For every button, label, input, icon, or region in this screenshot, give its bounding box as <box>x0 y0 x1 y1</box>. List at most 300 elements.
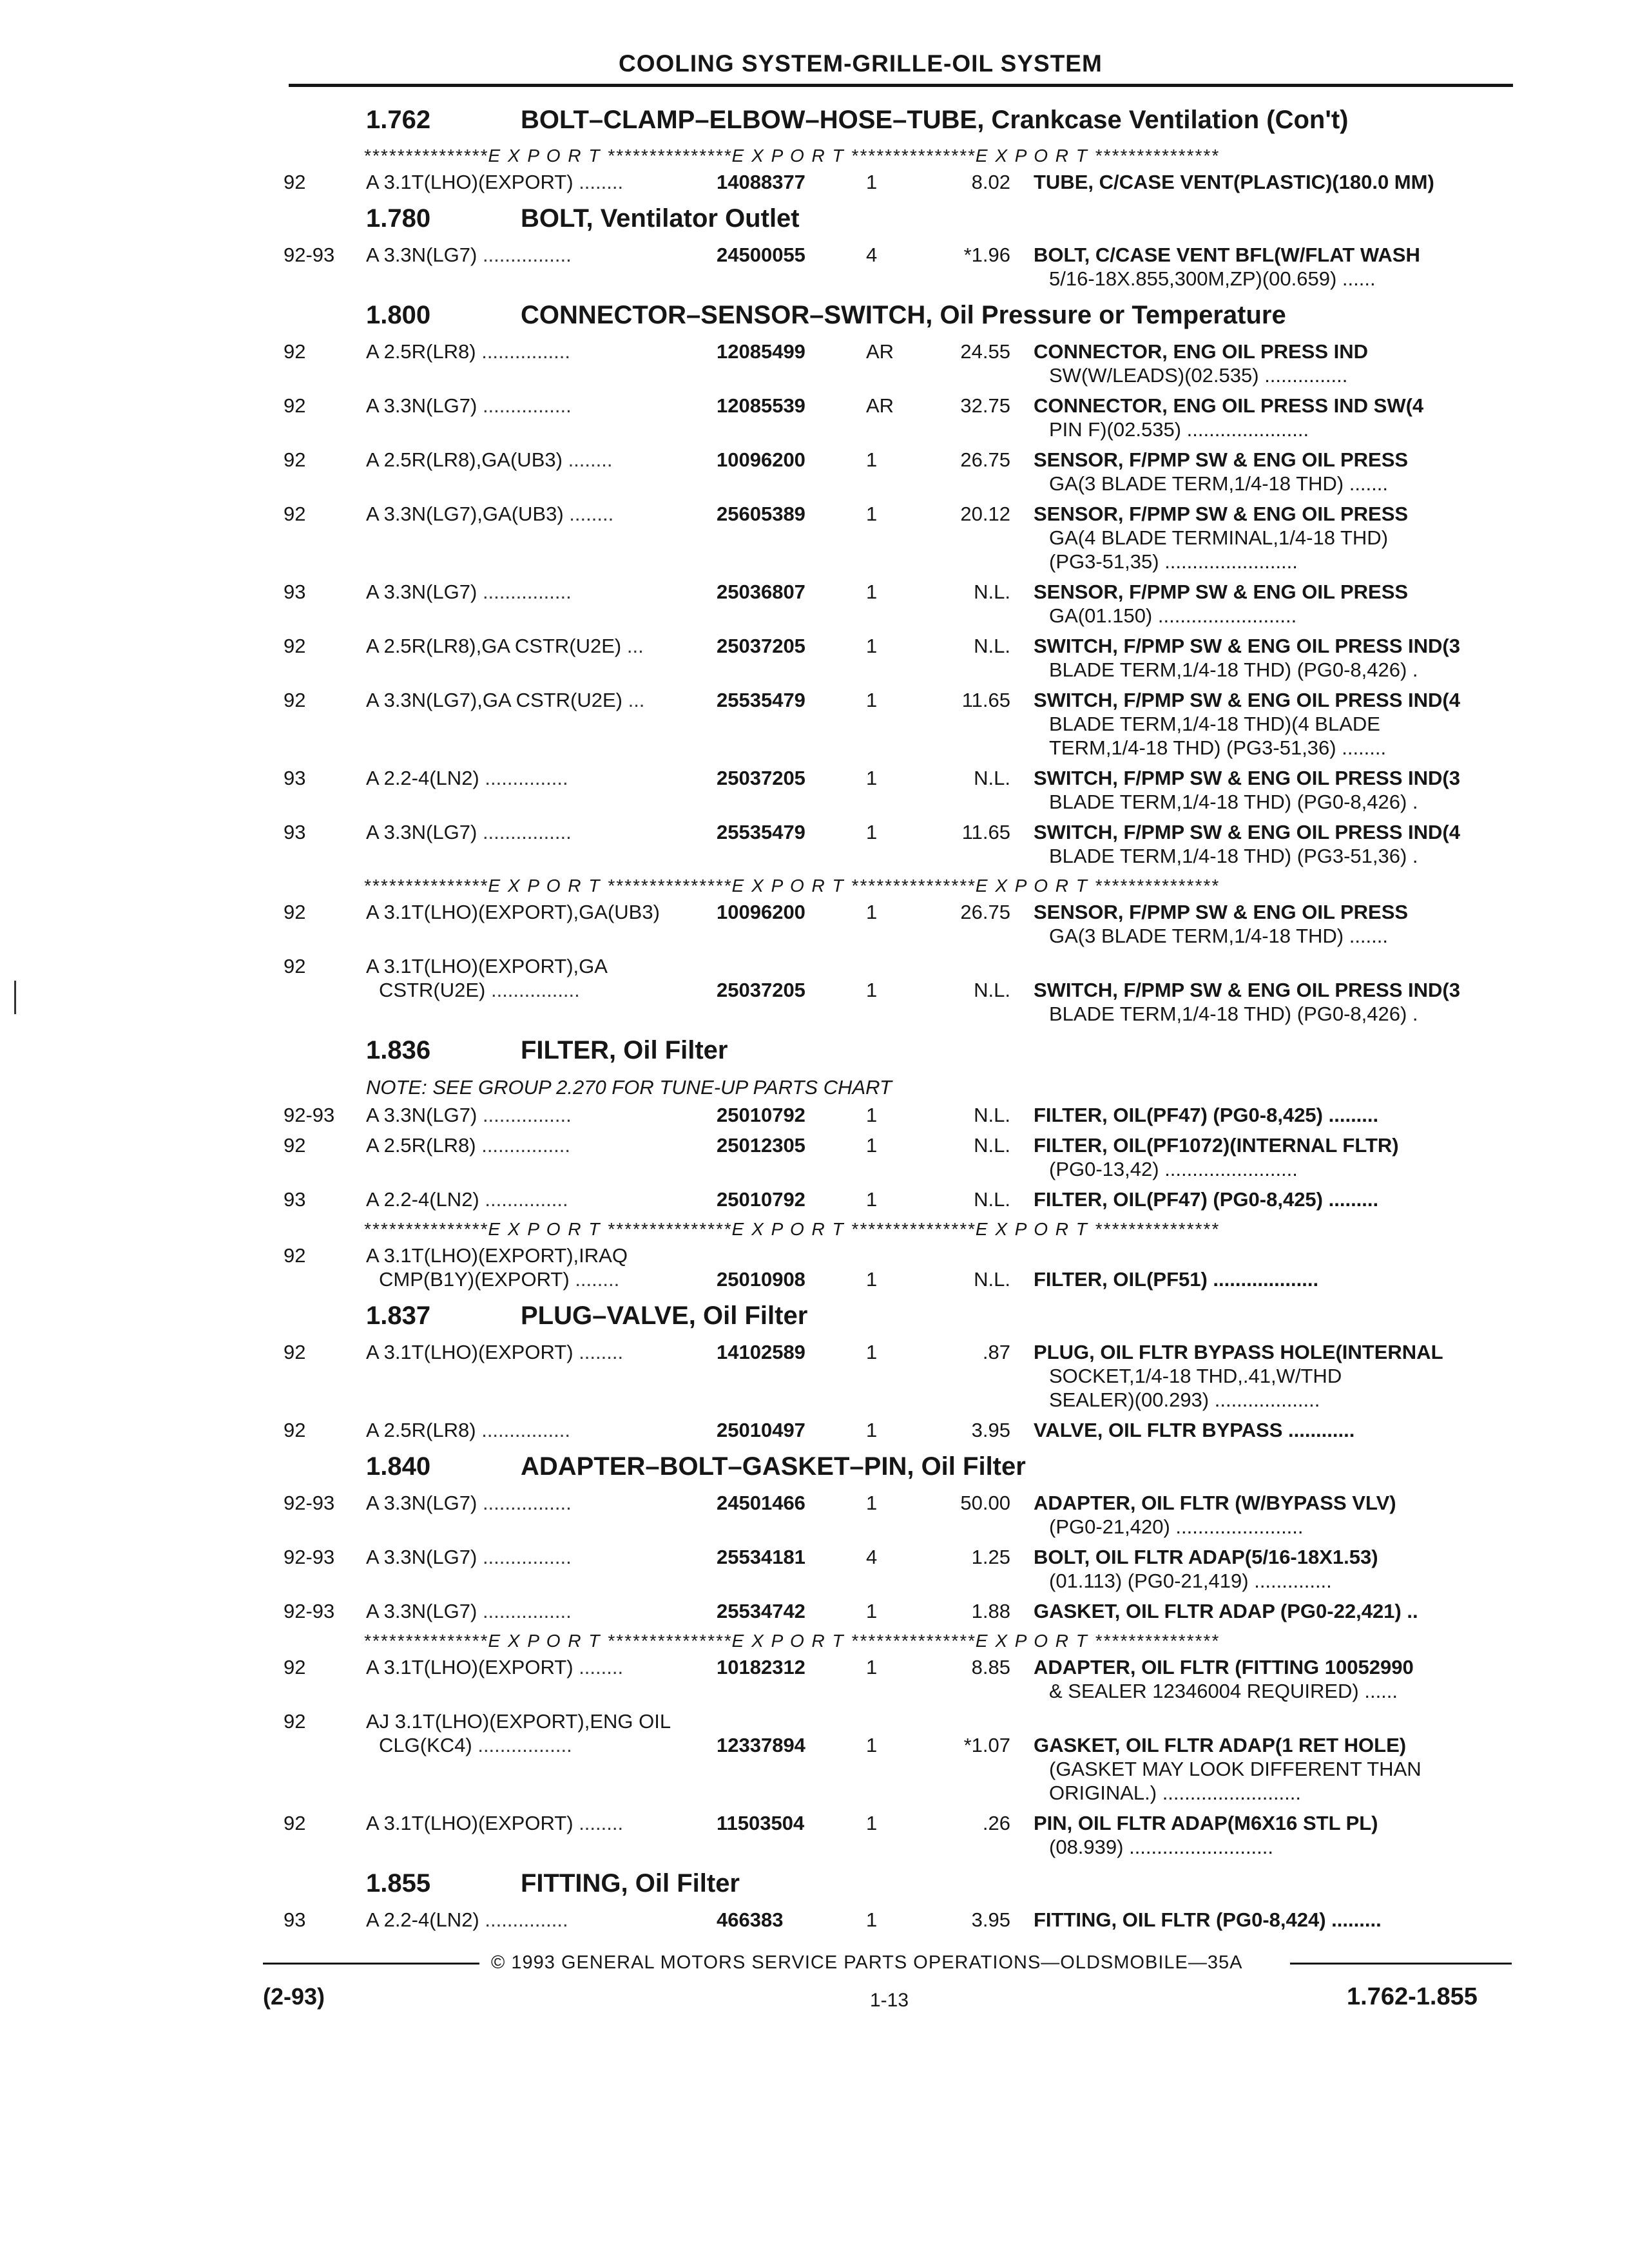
application <box>366 502 613 526</box>
description-line: BLADE TERM,1/4-18 THD) (PG3-51,36) . <box>1049 845 1418 867</box>
leader-dots: ... <box>626 635 644 657</box>
description <box>1034 1187 1504 1211</box>
row-gap <box>0 194 1629 200</box>
description <box>1034 243 1504 291</box>
note-text: NOTE: SEE GROUP 2.270 FOR TUNE-UP PARTS CHART <box>366 1076 892 1099</box>
row-gap <box>0 1539 1629 1545</box>
application-text: A 3.3N(LG7) <box>366 821 477 843</box>
description-line: ADAPTER, OIL FLTR (W/BYPASS VLV) <box>1034 1492 1396 1514</box>
part-row <box>0 954 1629 1026</box>
model-year: 92 <box>284 955 306 977</box>
application-text: A 3.3N(LG7) <box>366 1104 477 1126</box>
price: N.L. <box>974 1188 1010 1211</box>
part-row <box>0 1545 1629 1593</box>
application-text: A 2.5R(LR8) <box>366 1419 476 1441</box>
part-number: 12085499 <box>717 340 805 363</box>
application-text: A 2.5R(LR8) <box>366 1134 476 1157</box>
price: *1.96 <box>963 244 1010 266</box>
description-line: SENSOR, F/PMP SW & ENG OIL PRESS <box>1034 448 1409 471</box>
description <box>1034 1599 1504 1623</box>
part-row <box>0 1655 1629 1703</box>
application <box>366 1491 572 1515</box>
section-title: FITTING, Oil Filter <box>521 1869 740 1898</box>
leader-dots: ................. <box>477 1734 572 1756</box>
application <box>366 900 660 924</box>
description-line: SEALER)(00.293) ................... <box>1049 1389 1320 1411</box>
model-year: 92 <box>284 1710 306 1733</box>
description-line: BLADE TERM,1/4-18 THD) (PG0-8,426) . <box>1049 791 1418 813</box>
leader-dots: ................ <box>482 394 572 417</box>
row-gap <box>0 1127 1629 1133</box>
application-text: A 2.5R(LR8),GA CSTR(U2E) <box>366 635 622 657</box>
page-title: COOLING SYSTEM-GRILLE-OIL SYSTEM <box>619 50 1103 77</box>
price: 50.00 <box>960 1492 1010 1514</box>
part-number: 24500055 <box>717 244 805 266</box>
description <box>1034 340 1504 387</box>
part-row <box>0 502 1629 573</box>
section-number: 1.762 <box>366 106 431 134</box>
application-text: A 3.3N(LG7) <box>366 581 477 603</box>
model-year: 92 <box>284 503 306 525</box>
row-gap <box>0 760 1629 766</box>
application <box>366 1133 570 1157</box>
part-number: 25010792 <box>717 1104 805 1126</box>
model-year: 92 <box>284 689 306 711</box>
application-line: A 3.1T(LHO)(EXPORT),GA <box>366 955 608 977</box>
application <box>366 1599 572 1623</box>
application-text: A 3.1T(LHO)(EXPORT) <box>366 1656 574 1678</box>
model-year: 92-93 <box>284 1492 335 1514</box>
price: 32.75 <box>960 394 1010 417</box>
price: N.L. <box>974 979 1010 1001</box>
model-year: 92 <box>284 448 306 471</box>
footer-rule-right <box>1290 1963 1512 1965</box>
model-year: 92-93 <box>284 244 335 266</box>
description-line: BOLT, OIL FLTR ADAP(5/16-18X1.53) <box>1034 1546 1378 1568</box>
row-gap <box>0 387 1629 394</box>
description-line: BLADE TERM,1/4-18 THD)(4 BLADE <box>1049 713 1380 735</box>
description-line: SOCKET,1/4-18 THD,.41,W/THD <box>1049 1365 1342 1387</box>
application-text: A 3.1T(LHO)(EXPORT) <box>366 171 574 193</box>
leader-dots: ........ <box>575 1268 620 1291</box>
price: N.L. <box>974 635 1010 657</box>
application-line: AJ 3.1T(LHO)(EXPORT),ENG OIL <box>366 1710 671 1733</box>
row-gap <box>0 1593 1629 1599</box>
part-number: 25010908 <box>717 1268 805 1291</box>
quantity: 4 <box>866 244 878 266</box>
quantity: 4 <box>866 1546 878 1568</box>
description <box>1034 1103 1504 1127</box>
leader-dots: ................ <box>481 340 571 363</box>
row-gap <box>0 495 1629 502</box>
price: N.L. <box>974 1134 1010 1157</box>
leader-dots: ................ <box>490 979 580 1001</box>
application <box>366 1908 568 1932</box>
description <box>1034 1655 1504 1703</box>
description-line: CONNECTOR, ENG OIL PRESS IND <box>1034 340 1369 363</box>
description-line: FILTER, OIL(PF47) (PG0-8,425) ......... <box>1034 1188 1379 1211</box>
application-text: A 3.3N(LG7) <box>366 244 477 266</box>
application <box>366 634 644 658</box>
row-gap <box>0 1859 1629 1865</box>
quantity: 1 <box>866 1656 878 1678</box>
export-separator <box>0 1629 1629 1655</box>
part-number: 25605389 <box>717 503 805 525</box>
description <box>1034 394 1504 441</box>
section-header <box>0 102 1629 144</box>
section-number: 1.836 <box>366 1036 431 1064</box>
price: 24.55 <box>960 340 1010 363</box>
description-line: SWITCH, F/PMP SW & ENG OIL PRESS IND(3 <box>1034 979 1460 1001</box>
part-number: 10182312 <box>717 1656 805 1678</box>
application-line <box>366 978 608 1002</box>
description-line: GA(4 BLADE TERMINAL,1/4-18 THD) <box>1049 526 1389 549</box>
application-cont: CMP(B1Y)(EXPORT) <box>379 1268 570 1291</box>
model-year: 92 <box>284 340 306 363</box>
export-separator <box>0 874 1629 900</box>
application <box>366 820 572 844</box>
part-number: 10096200 <box>717 901 805 923</box>
application-text: A 3.3N(LG7) <box>366 394 477 417</box>
part-row <box>0 1811 1629 1859</box>
part-row <box>0 688 1629 760</box>
leader-dots: ........ <box>579 171 624 193</box>
part-row <box>0 1133 1629 1181</box>
export-separator-text: ***************E X P O R T ***************E X P O R T ***************E X P O R T *************** <box>363 876 1220 896</box>
row-gap <box>0 682 1629 688</box>
part-number: 466383 <box>717 1908 784 1931</box>
leader-dots: ................ <box>482 244 572 266</box>
part-row <box>0 634 1629 682</box>
part-number: 24501466 <box>717 1492 805 1514</box>
application <box>366 688 644 712</box>
part-number: 25037205 <box>717 635 805 657</box>
model-year: 92 <box>284 1812 306 1834</box>
description <box>1034 1133 1504 1181</box>
description-line: SENSOR, F/PMP SW & ENG OIL PRESS <box>1034 503 1409 525</box>
row-gap <box>0 1412 1629 1418</box>
description-line: GA(3 BLADE TERM,1/4-18 THD) ....... <box>1049 472 1389 495</box>
part-row <box>0 1103 1629 1127</box>
quantity: 1 <box>866 503 878 525</box>
part-row <box>0 1187 1629 1211</box>
model-year: 92 <box>284 394 306 417</box>
description <box>1034 1418 1504 1442</box>
part-number: 25010497 <box>717 1419 805 1441</box>
application <box>366 340 570 363</box>
model-year: 92 <box>284 1341 306 1363</box>
leader-dots: ................ <box>482 821 572 843</box>
application <box>366 1244 628 1291</box>
part-number: 25534181 <box>717 1546 805 1568</box>
leader-dots: ........ <box>579 1812 624 1834</box>
model-year: 92 <box>284 901 306 923</box>
price: .87 <box>982 1341 1010 1363</box>
export-separator <box>0 144 1629 170</box>
quantity: 1 <box>866 1812 878 1834</box>
row-gap <box>0 1211 1629 1218</box>
quantity: 1 <box>866 1188 878 1211</box>
description <box>1034 900 1504 948</box>
description <box>1034 170 1504 194</box>
footer-date: (2-93) <box>263 1983 325 2010</box>
model-year: 93 <box>284 821 306 843</box>
leader-dots: ................ <box>482 1104 572 1126</box>
price: .26 <box>982 1812 1010 1834</box>
application <box>366 1545 572 1569</box>
leader-dots: ........ <box>569 503 614 525</box>
quantity: AR <box>866 394 894 417</box>
part-row <box>0 1709 1629 1805</box>
row-gap <box>0 441 1629 448</box>
leader-dots: ................ <box>482 1492 572 1514</box>
description <box>1034 688 1504 760</box>
description-line: SW(W/LEADS)(02.535) ............... <box>1049 364 1348 387</box>
price: N.L. <box>974 1268 1010 1291</box>
leader-dots: ............... <box>485 767 568 789</box>
export-separator-text: ***************E X P O R T ***************E X P O R T ***************E X P O R T *************** <box>363 1219 1220 1239</box>
quantity: 1 <box>866 1600 878 1622</box>
quantity: AR <box>866 340 894 363</box>
application <box>366 170 623 194</box>
description-line: FITTING, OIL FLTR (PG0-8,424) ......... <box>1034 1908 1382 1931</box>
description-line: (PG0-21,420) ....................... <box>1049 1515 1304 1538</box>
application-text: A 3.3N(LG7),GA CSTR(U2E) <box>366 689 622 711</box>
price: 26.75 <box>960 901 1010 923</box>
description-line: TERM,1/4-18 THD) (PG3-51,36) ........ <box>1049 736 1387 759</box>
description <box>1034 1545 1504 1593</box>
description-line: BLADE TERM,1/4-18 THD) (PG0-8,426) . <box>1049 1003 1418 1025</box>
description-line: BLADE TERM,1/4-18 THD) (PG0-8,426) . <box>1049 658 1418 681</box>
leader-dots: ............... <box>485 1188 568 1211</box>
model-year: 92 <box>284 1419 306 1441</box>
quantity: 1 <box>866 1734 878 1756</box>
leader-dots: ... <box>628 689 645 711</box>
part-number: 25534742 <box>717 1600 805 1622</box>
section-number: 1.780 <box>366 204 431 233</box>
section-number: 1.837 <box>366 1302 431 1330</box>
description <box>1034 1244 1504 1291</box>
leader-dots: ................ <box>481 1134 571 1157</box>
application-line <box>366 1733 671 1757</box>
page-number: 1-13 <box>870 1990 909 2011</box>
application <box>366 1187 568 1211</box>
application-text: A 3.1T(LHO)(EXPORT) <box>366 1812 574 1834</box>
description <box>1034 820 1504 868</box>
description-line: GASKET, OIL FLTR ADAP (PG0-22,421) .. <box>1034 1600 1418 1622</box>
description-line: SWITCH, F/PMP SW & ENG OIL PRESS IND(4 <box>1034 689 1460 711</box>
quantity: 1 <box>866 581 878 603</box>
description-line: FILTER, OIL(PF1072)(INTERNAL FLTR) <box>1034 1134 1399 1157</box>
description-line: ADAPTER, OIL FLTR (FITTING 10052990 <box>1034 1656 1414 1678</box>
price: 26.75 <box>960 448 1010 471</box>
description-line: GA(3 BLADE TERM,1/4-18 THD) ....... <box>1049 925 1389 947</box>
application <box>366 1709 671 1757</box>
model-year: 92 <box>284 171 306 193</box>
model-year: 93 <box>284 1908 306 1931</box>
section-title: BOLT, Ventilator Outlet <box>521 204 800 233</box>
leader-dots: ............... <box>485 1908 568 1931</box>
part-row <box>0 1418 1629 1442</box>
row-gap <box>0 868 1629 874</box>
section-title: ADAPTER–BOLT–GASKET–PIN, Oil Filter <box>521 1452 1026 1481</box>
description <box>1034 448 1504 495</box>
application <box>366 766 568 790</box>
export-separator <box>0 1218 1629 1244</box>
application-cont: CLG(KC4) <box>379 1734 472 1756</box>
row-gap <box>0 1805 1629 1811</box>
part-number: 14088377 <box>717 171 805 193</box>
price: 11.65 <box>961 689 1010 711</box>
part-number: 11503504 <box>717 1812 805 1834</box>
quantity: 1 <box>866 1104 878 1126</box>
application-text: A 3.1T(LHO)(EXPORT),GA(UB3) <box>366 901 660 923</box>
description <box>1034 580 1504 628</box>
part-number: 25036807 <box>717 581 805 603</box>
row-gap <box>0 1932 1629 1938</box>
leader-dots: ................ <box>482 581 572 603</box>
part-number: 10096200 <box>717 448 805 471</box>
model-year: 93 <box>284 767 306 789</box>
description-line: BOLT, C/CASE VENT BFL(W/FLAT WASH <box>1034 244 1420 266</box>
description-line: GASKET, OIL FLTR ADAP(1 RET HOLE) <box>1034 1734 1407 1756</box>
description-line: PIN F)(02.535) ...................... <box>1049 418 1309 441</box>
application <box>366 1418 570 1442</box>
model-year: 93 <box>284 581 306 603</box>
application-text: A 3.3N(LG7) <box>366 1546 477 1568</box>
row-gap <box>0 628 1629 634</box>
description-line: ORIGINAL.) ......................... <box>1049 1782 1302 1804</box>
part-row <box>0 900 1629 948</box>
application <box>366 1340 623 1364</box>
model-year: 93 <box>284 1188 306 1211</box>
quantity: 1 <box>866 448 878 471</box>
application-text: A 3.3N(LG7),GA(UB3) <box>366 503 564 525</box>
quantity: 1 <box>866 979 878 1001</box>
quantity: 1 <box>866 1341 878 1363</box>
quantity: 1 <box>866 901 878 923</box>
row-gap <box>0 814 1629 820</box>
application <box>366 954 608 1002</box>
section-title: PLUG–VALVE, Oil Filter <box>521 1302 808 1330</box>
section-title: CONNECTOR–SENSOR–SWITCH, Oil Pressure or Temperature <box>521 301 1286 329</box>
application <box>366 1811 623 1835</box>
parts-list <box>0 102 1629 1938</box>
application <box>366 580 572 604</box>
row-gap <box>0 1623 1629 1629</box>
description-line: PIN, OIL FLTR ADAP(M6X16 STL PL) <box>1034 1812 1378 1834</box>
description <box>1034 1491 1504 1539</box>
description-line: (GASKET MAY LOOK DIFFERENT THAN <box>1049 1758 1422 1780</box>
model-year: 92 <box>284 635 306 657</box>
price: 11.65 <box>961 821 1010 843</box>
price: N.L. <box>974 1104 1010 1126</box>
export-separator-text: ***************E X P O R T ***************E X P O R T ***************E X P O R T *************** <box>363 146 1220 166</box>
price: 20.12 <box>960 503 1010 525</box>
section-header <box>0 200 1629 243</box>
part-row <box>0 340 1629 387</box>
description-line: TUBE, C/CASE VENT(PLASTIC)(180.0 MM) <box>1034 171 1434 193</box>
description-line: VALVE, OIL FLTR BYPASS ............ <box>1034 1419 1355 1441</box>
description-line: (08.939) .......................... <box>1049 1836 1274 1858</box>
leader-dots: ................ <box>482 1546 572 1568</box>
price: 3.95 <box>971 1908 1010 1931</box>
leader-dots: ........ <box>579 1656 624 1678</box>
part-number: 12085539 <box>717 394 805 417</box>
leader-dots: ................ <box>482 1600 572 1622</box>
application <box>366 1655 623 1679</box>
description-line: GA(01.150) ......................... <box>1049 604 1297 627</box>
description <box>1034 634 1504 682</box>
row-gap <box>0 573 1629 580</box>
description-line: SWITCH, F/PMP SW & ENG OIL PRESS IND(3 <box>1034 767 1460 789</box>
application-text: A 2.5R(LR8) <box>366 340 476 363</box>
price: *1.07 <box>963 1734 1010 1756</box>
description <box>1034 1340 1504 1412</box>
description <box>1034 1908 1504 1932</box>
application-cont: CSTR(U2E) <box>379 979 486 1001</box>
description-line: (PG0-13,42) ........................ <box>1049 1158 1298 1180</box>
section-number: 1.800 <box>366 301 431 329</box>
part-row <box>0 1908 1629 1932</box>
description-line: FILTER, OIL(PF47) (PG0-8,425) ......... <box>1034 1104 1379 1126</box>
application-line: A 3.1T(LHO)(EXPORT),IRAQ <box>366 1244 628 1267</box>
section-header <box>0 1448 1629 1491</box>
part-row <box>0 766 1629 814</box>
application-text: A 2.2-4(LN2) <box>366 767 479 789</box>
part-row <box>0 820 1629 868</box>
description-line: (PG3-51,35) ........................ <box>1049 550 1298 573</box>
description-line: & SEALER 12346004 REQUIRED) ...... <box>1049 1680 1398 1702</box>
quantity: 1 <box>866 1908 878 1931</box>
application-text: A 2.5R(LR8),GA(UB3) <box>366 448 563 471</box>
row-gap <box>0 1026 1629 1032</box>
price: N.L. <box>974 767 1010 789</box>
copyright-text: © 1993 GENERAL MOTORS SERVICE PARTS OPERATIONS—OLDSMOBILE—35A <box>491 1952 1243 1973</box>
description <box>1034 502 1504 573</box>
description-line: (01.113) (PG0-21,419) .............. <box>1049 1570 1332 1592</box>
price: 1.88 <box>971 1600 1010 1622</box>
quantity: 1 <box>866 1492 878 1514</box>
application <box>366 394 572 418</box>
application-text: A 3.3N(LG7) <box>366 1492 477 1514</box>
application-line <box>366 1267 628 1291</box>
section-header <box>0 1298 1629 1340</box>
row-gap <box>0 1291 1629 1298</box>
section-header <box>0 1865 1629 1908</box>
row-gap <box>0 291 1629 297</box>
part-row <box>0 580 1629 628</box>
description <box>1034 1811 1504 1859</box>
model-year: 92 <box>284 1134 306 1157</box>
section-header <box>0 1032 1629 1075</box>
section-title: BOLT–CLAMP–ELBOW–HOSE–TUBE, Crankcase Ventilation (Con't) <box>521 106 1349 134</box>
row-gap <box>0 1703 1629 1709</box>
description-line: SWITCH, F/PMP SW & ENG OIL PRESS IND(4 <box>1034 821 1460 843</box>
export-separator-text: ***************E X P O R T ***************E X P O R T ***************E X P O R T *************** <box>363 1631 1220 1651</box>
price: N.L. <box>974 581 1010 603</box>
leader-dots: ........ <box>568 448 613 471</box>
section-number: 1.855 <box>366 1869 431 1898</box>
footer-rule-left <box>263 1963 479 1965</box>
price: 8.85 <box>971 1656 1010 1678</box>
model-year: 92-93 <box>284 1104 335 1126</box>
quantity: 1 <box>866 1268 878 1291</box>
part-row <box>0 1491 1629 1539</box>
part-number: 25535479 <box>717 689 805 711</box>
description-line: 5/16-18X.855,300M,ZP)(00.659) ...... <box>1049 267 1376 290</box>
description-line: PLUG, OIL FLTR BYPASS HOLE(INTERNAL <box>1034 1341 1443 1363</box>
